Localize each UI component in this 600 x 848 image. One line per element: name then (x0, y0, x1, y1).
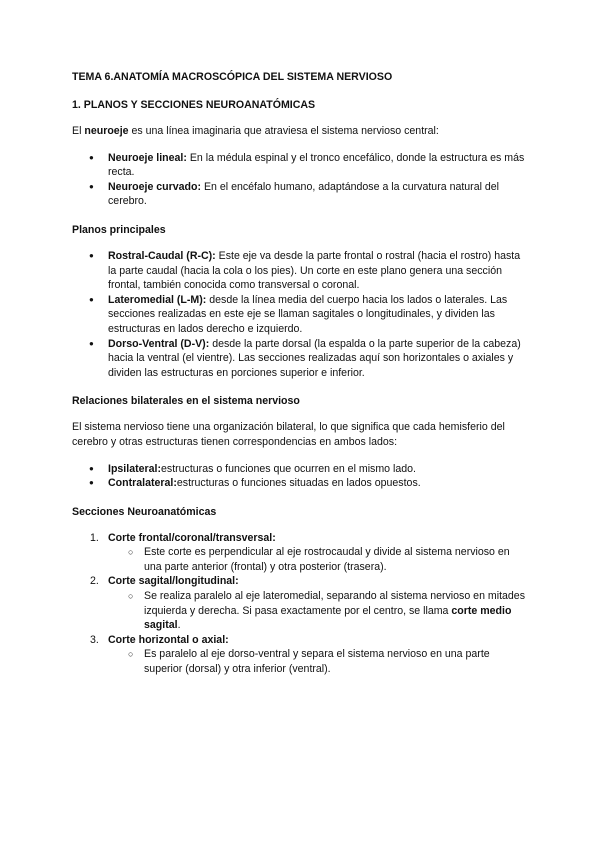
relaciones-list (72, 462, 528, 491)
list-item: 3. Corte horizontal o axial: ○ Es paralelo al eje dorso-ventral y separa el sistema nervioso en una parte superior (dorsal) y otra inferior (ventral). (72, 633, 528, 677)
planos-heading: Planos principales (72, 223, 166, 236)
sub-list (108, 589, 528, 633)
planos-list (72, 249, 528, 380)
secciones-heading: Secciones Neuroanatómicas (72, 505, 217, 518)
secciones-list (72, 531, 528, 677)
sub-list-item: ○ Se realiza paralelo al eje lateromedial, separando al sistema nervioso en mitades izquierda y derecha. Si pasa exactamente por el centro, se llama corte medio sagital. (108, 589, 528, 633)
list-item: ● Neuroeje curvado: En el encéfalo humano, adaptándose a la curvatura natural del cerebro. (72, 180, 528, 209)
list-item: ● Contralateral:estructuras o funciones situadas en lados opuestos. (72, 476, 528, 491)
list-item: ● Rostral-Caudal (R-C): Este eje va desde la parte frontal o rostral (hacia el rostro) hasta la parte caudal (hacia la cola o los pies). Un corte en este plano genera una sección frontal, también conocida como transversal o coronal. (72, 249, 528, 293)
sub-list-item: ○ Es paralelo al eje dorso-ventral y separa el sistema nervioso en una parte superior (dorsal) y otra inferior (ventral). (108, 647, 528, 676)
document-title: TEMA 6.ANATOMÍA MACROSCÓPICA DEL SISTEMA NERVIOSO (72, 71, 393, 83)
neuroeje-list (72, 151, 528, 209)
neuroeje-term: neuroeje (84, 125, 129, 137)
sub-list (108, 545, 528, 574)
relaciones-heading: Relaciones bilaterales en el sistema nervioso (72, 395, 300, 408)
relaciones-text: El sistema nervioso tiene una organización bilateral, lo que significa que cada hemisferio del cerebro y otras estructuras tienen correspondencias en ambos lados: (72, 421, 505, 448)
section-heading: 1. PLANOS Y SECCIONES NEUROANATÓMICAS (72, 99, 316, 111)
list-item: 1. Corte frontal/coronal/transversal: ○ Este corte es perpendicular al eje rostrocaudal y divide al sistema nervioso en una parte anterior (frontal) y otra posterior (trasera). (72, 531, 528, 575)
list-item: 2. Corte sagital/longitudinal: ○ Se realiza paralelo al eje lateromedial, separando al sistema nervioso en mitades izquierda y derecha. Si pasa exactamente por el centro, se llama corte medio sagital. (72, 574, 528, 632)
sub-list-item: ○ Este corte es perpendicular al eje rostrocaudal y divide al sistema nervioso en una parte anterior (frontal) y otra posterior (trasera). (108, 545, 528, 574)
list-item: ● Ipsilateral:estructuras o funciones que ocurren en el mismo lado. (72, 462, 528, 477)
sub-list (108, 647, 528, 676)
list-item: ● Dorso-Ventral (D-V): desde la parte dorsal (la espalda o la parte superior de la cabeza) hacia la ventral (el vientre). Las secciones realizadas aquí son horizontales o axiales y dividen las estructuras en porciones superior e inferior. (72, 337, 528, 381)
neuroeje-intro: El neuroeje es una línea imaginaria que atraviesa el sistema nervioso central: (72, 125, 439, 137)
list-item: ● Neuroeje lineal: En la médula espinal y el tronco encefálico, donde la estructura es más recta. (72, 151, 528, 180)
list-item: ● Lateromedial (L-M): desde la línea media del cuerpo hacia los lados o laterales. Las secciones realizadas en este eje se llaman sagitales o longitudinales, y dividen las estructuras en lados derecho e izquierdo. (72, 293, 528, 337)
